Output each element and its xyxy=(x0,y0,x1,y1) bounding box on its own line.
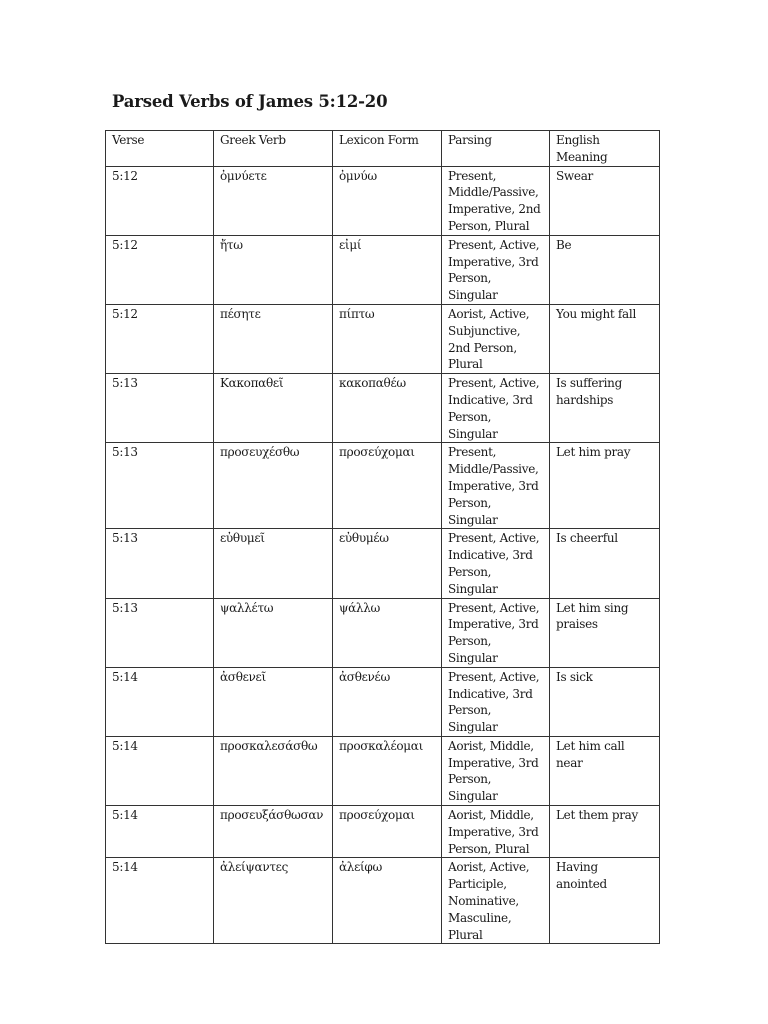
cell-verse: 5:12 xyxy=(106,304,214,373)
cell-parsing: Aorist, Middle, Imperative, 3rd Person, Singular xyxy=(442,736,550,805)
cell-lexicon-form: κακοπαθέω xyxy=(333,374,442,443)
cell-english-meaning: Is sick xyxy=(550,667,660,736)
cell-english-meaning: Be xyxy=(550,235,660,304)
table-row xyxy=(106,667,660,736)
page-title: Parsed Verbs of James 5:12-20 xyxy=(112,92,388,111)
table-body xyxy=(106,166,660,944)
cell-parsing: Present, Middle/Passive, Imperative, 2nd Person, Plural xyxy=(442,166,550,235)
cell-english-meaning: Swear xyxy=(550,166,660,235)
parsed-verbs-table xyxy=(105,130,660,944)
cell-english-meaning: Is cheerful xyxy=(550,529,660,598)
cell-verse: 5:12 xyxy=(106,166,214,235)
table-row xyxy=(106,529,660,598)
cell-greek-verb: εὐθυμεῖ xyxy=(214,529,333,598)
cell-lexicon-form: εὐθυμέω xyxy=(333,529,442,598)
cell-greek-verb: ψαλλέτω xyxy=(214,598,333,667)
cell-greek-verb: ὀμνύετε xyxy=(214,166,333,235)
cell-lexicon-form: προσκαλέομαι xyxy=(333,736,442,805)
cell-parsing: Present, Active, Indicative, 3rd Person, Singular xyxy=(442,667,550,736)
cell-lexicon-form: εἰμί xyxy=(333,235,442,304)
cell-greek-verb: ἀσθενεῖ xyxy=(214,667,333,736)
cell-parsing: Present, Active, Indicative, 3rd Person, Singular xyxy=(442,374,550,443)
cell-lexicon-form: ἀλείφω xyxy=(333,858,442,944)
cell-verse: 5:14 xyxy=(106,667,214,736)
table-row xyxy=(106,736,660,805)
cell-lexicon-form: ὀμνύω xyxy=(333,166,442,235)
cell-lexicon-form: ψάλλω xyxy=(333,598,442,667)
cell-greek-verb: προσευχέσθω xyxy=(214,443,333,529)
cell-verse: 5:13 xyxy=(106,598,214,667)
table-row xyxy=(106,806,660,858)
table-row xyxy=(106,598,660,667)
cell-greek-verb: Κακοπαθεῖ xyxy=(214,374,333,443)
cell-english-meaning: Having anointed xyxy=(550,858,660,944)
cell-parsing: Aorist, Active, Subjunctive, 2nd Person, Plural xyxy=(442,304,550,373)
cell-greek-verb: ἀλείψαντες xyxy=(214,858,333,944)
cell-verse: 5:14 xyxy=(106,806,214,858)
header-parsing: Parsing xyxy=(442,131,550,167)
table-header-row xyxy=(106,131,660,167)
cell-lexicon-form: ἀσθενέω xyxy=(333,667,442,736)
cell-english-meaning: Let him call near xyxy=(550,736,660,805)
header-verse: Verse xyxy=(106,131,214,167)
cell-english-meaning: Let them pray xyxy=(550,806,660,858)
cell-verse: 5:13 xyxy=(106,443,214,529)
cell-english-meaning: Is suffering hardships xyxy=(550,374,660,443)
cell-greek-verb: προσευξάσθωσαν xyxy=(214,806,333,858)
cell-english-meaning: You might fall xyxy=(550,304,660,373)
table-row xyxy=(106,166,660,235)
cell-verse: 5:13 xyxy=(106,529,214,598)
table-row xyxy=(106,443,660,529)
cell-verse: 5:12 xyxy=(106,235,214,304)
cell-lexicon-form: πίπτω xyxy=(333,304,442,373)
table-row xyxy=(106,858,660,944)
cell-verse: 5:14 xyxy=(106,736,214,805)
cell-lexicon-form: προσεύχομαι xyxy=(333,443,442,529)
cell-parsing: Present, Active, Imperative, 3rd Person, Singular xyxy=(442,598,550,667)
header-greek-verb: Greek Verb xyxy=(214,131,333,167)
cell-parsing: Present, Middle/Passive, Imperative, 3rd Person, Singular xyxy=(442,443,550,529)
cell-greek-verb: ἤτω xyxy=(214,235,333,304)
cell-lexicon-form: προσεύχομαι xyxy=(333,806,442,858)
cell-parsing: Present, Active, Imperative, 3rd Person, Singular xyxy=(442,235,550,304)
cell-parsing: Aorist, Middle, Imperative, 3rd Person, Plural xyxy=(442,806,550,858)
table-row xyxy=(106,374,660,443)
cell-parsing: Aorist, Active, Participle, Nominative, Masculine, Plural xyxy=(442,858,550,944)
cell-parsing: Present, Active, Indicative, 3rd Person, Singular xyxy=(442,529,550,598)
cell-greek-verb: πέσητε xyxy=(214,304,333,373)
cell-english-meaning: Let him pray xyxy=(550,443,660,529)
cell-greek-verb: προσκαλεσάσθω xyxy=(214,736,333,805)
cell-english-meaning: Let him sing praises xyxy=(550,598,660,667)
table-row xyxy=(106,235,660,304)
cell-verse: 5:14 xyxy=(106,858,214,944)
header-english-meaning: English Meaning xyxy=(550,131,660,167)
cell-verse: 5:13 xyxy=(106,374,214,443)
header-lexicon-form: Lexicon Form xyxy=(333,131,442,167)
table-row xyxy=(106,304,660,373)
